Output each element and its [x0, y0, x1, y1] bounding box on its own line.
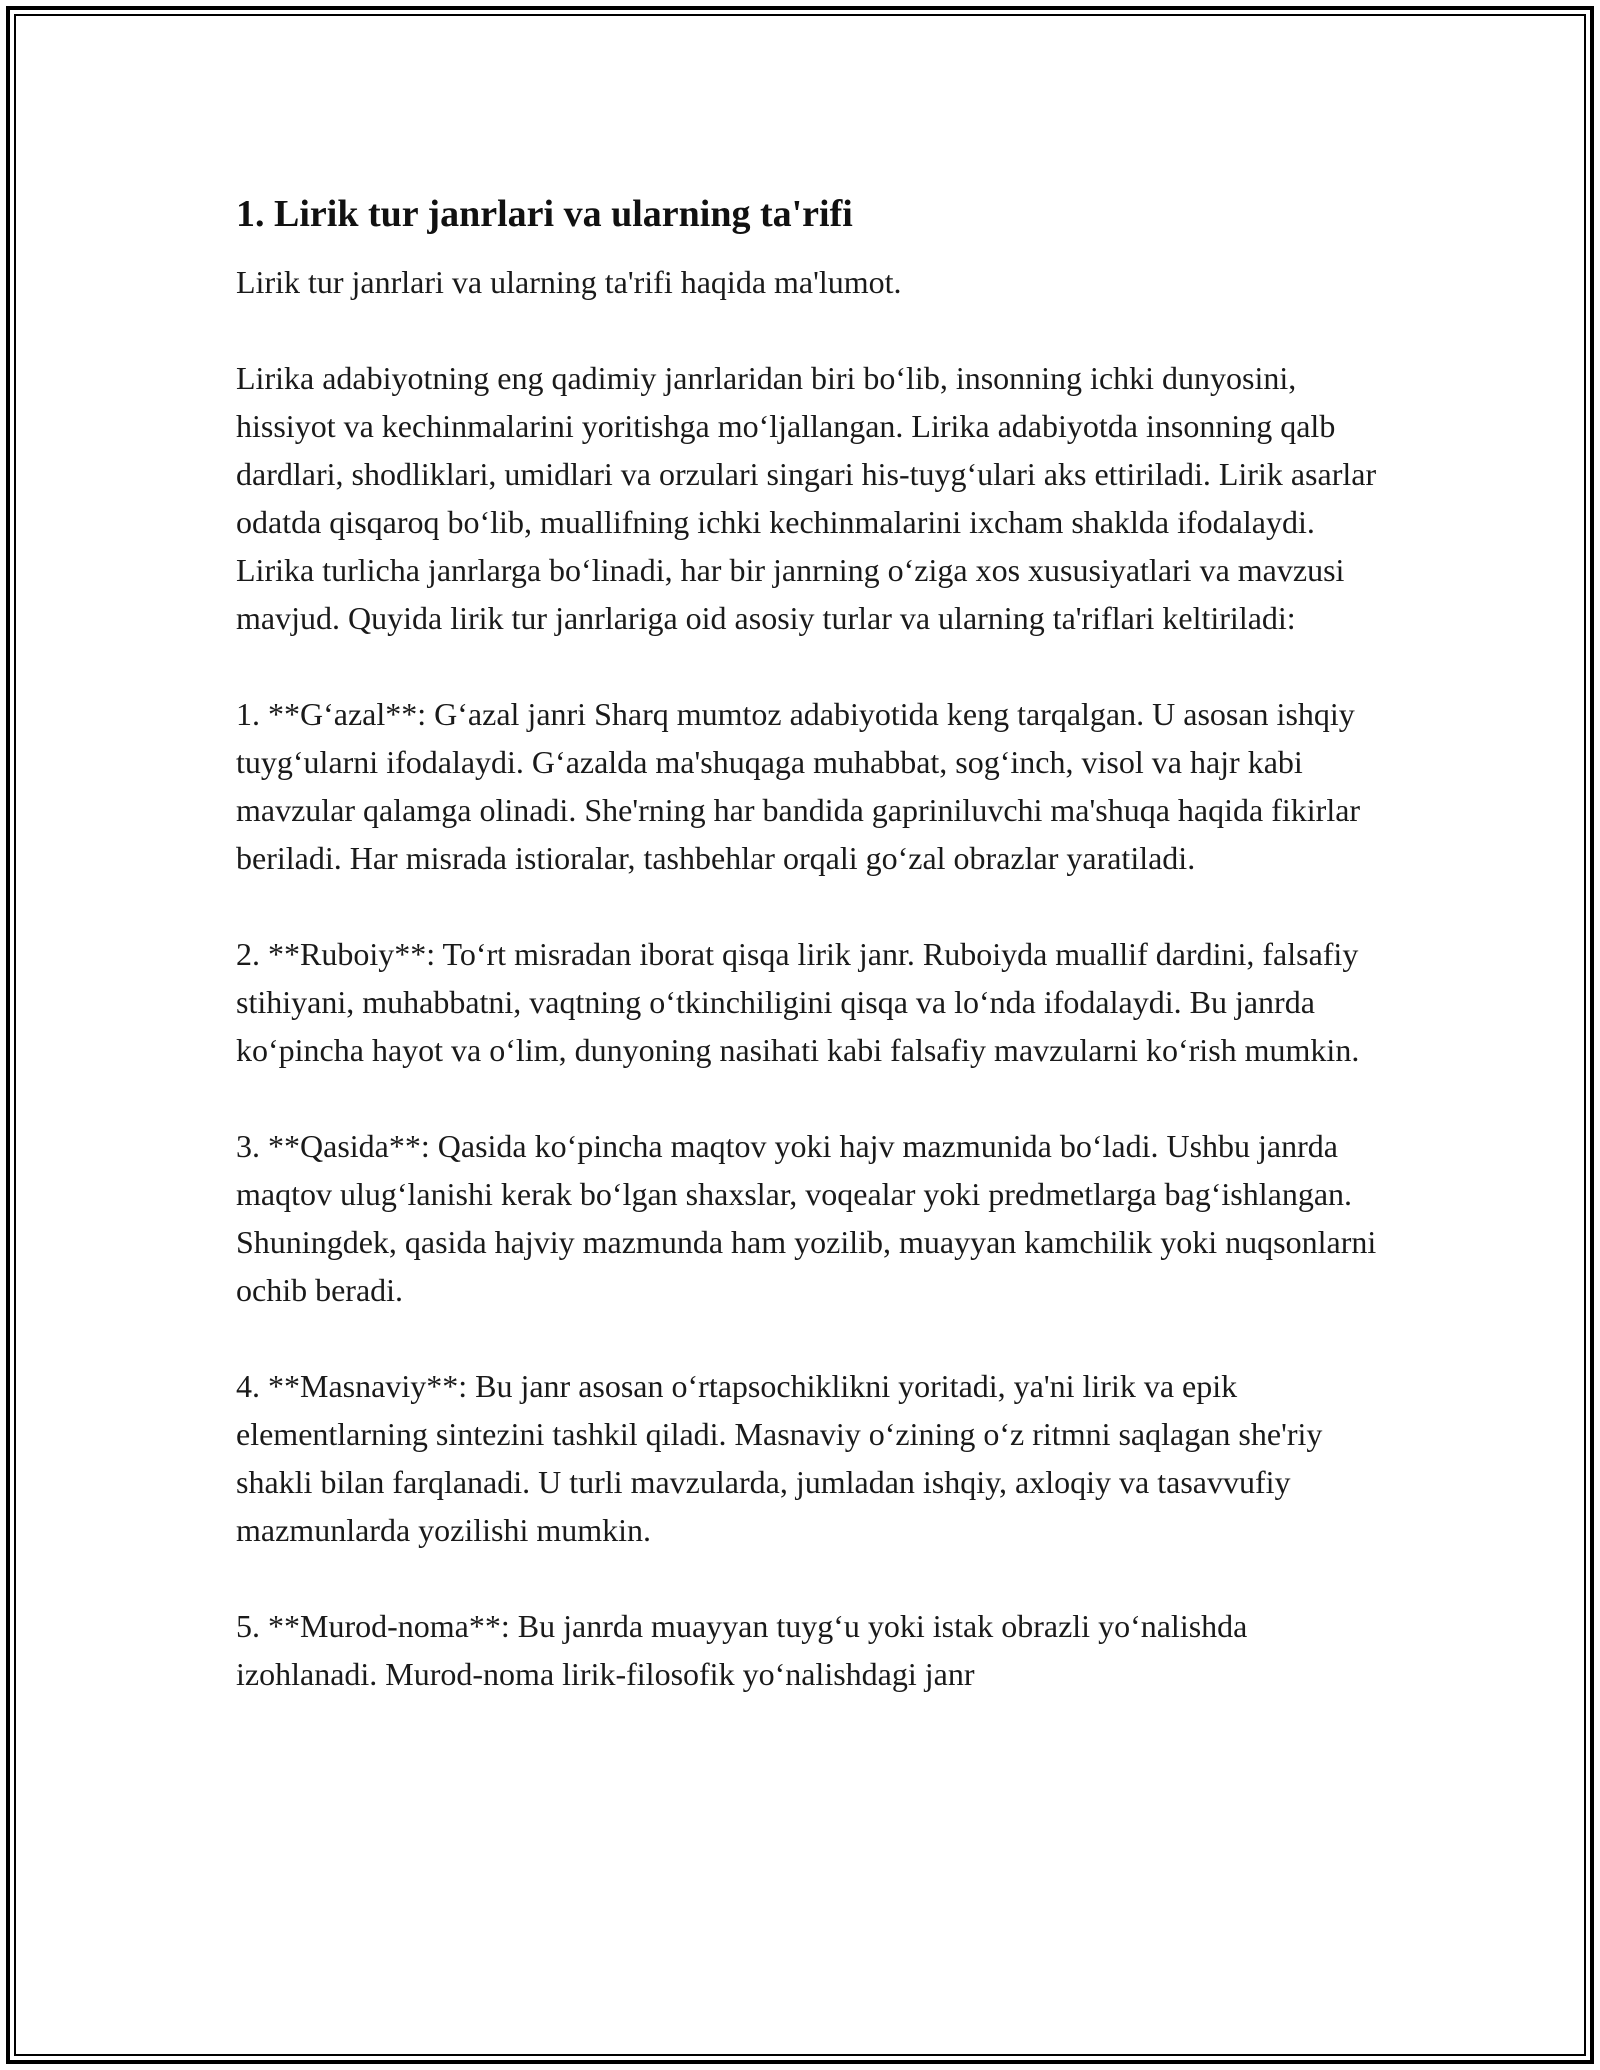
- lyric-overview-paragraph: Lirika adabiyotning eng qadimiy janrlaridan biri bo‘lib, insonning ichki dunyosini, hissiyot va kechinmalarini yoritishga mo‘ljallangan. Lirika adabiyotda insonning qalb dardlari, shodliklari, umidlari va orzulari singari his-tuyg‘ulari aks ettiriladi. Lirik asarlar odatda qisqaroq bo‘lib, muallifning ichki kechinmalarini ixcham shaklda ifodalaydi. Lirika turlicha janrlarga bo‘linadi, har bir janrning o‘ziga xos xususiyatlari va mavzusi mavjud. Quyida lirik tur janrlariga oid asosiy turlar va ularning ta'riflari keltiriladi:: [236, 360, 1377, 636]
- document-body: [236, 184, 1396, 1746]
- page-title: 1. Lirik tur janrlari va ularning ta'rifi: [236, 193, 853, 235]
- intro-paragraph: Lirik tur janrlari va ularning ta'rifi haqida ma'lumot.: [236, 264, 902, 300]
- genre-item-masnaviy: 4. **Masnaviy**: Bu janr asosan o‘rtapsochiklikni yoritadi, ya'ni lirik va epik elementlarning sintezini tashkil qiladi. Masnaviy o‘zining o‘z ritmni saqlagan she'riy shakli bilan farqlanadi. U turli mavzularda, jumladan ishqiy, axloqiy va tasavvufiy mazmunlarda yozilishi mumkin.: [236, 1368, 1323, 1548]
- genre-item-murod-noma: 5. **Murod-noma**: Bu janrda muayyan tuyg‘u yoki istak obrazli yo‘nalishda izohlanadi. Murod-noma lirik-filosofik yo‘nalishdagi janr: [236, 1608, 1248, 1692]
- genre-item-qasida: 3. **Qasida**: Qasida ko‘pincha maqtov yoki hajv mazmunida bo‘ladi. Ushbu janrda maqtov ulug‘lanishi kerak bo‘lgan shaxslar, voqealar yoki predmetlarga bag‘ishlangan. Shuningdek, qasida hajviy mazmunda ham yozilib, muayyan kamchilik yoki nuqsonlarni ochib beradi.: [236, 1128, 1377, 1308]
- genre-item-ruboiy: 2. **Ruboiy**: To‘rt misradan iborat qisqa lirik janr. Ruboiyda muallif dardini, falsafiy stihiyani, muhabbatni, vaqtning o‘tkinchiligini qisqa va lo‘nda ifodalaydi. Bu janrda ko‘pincha hayot va o‘lim, dunyoning nasihati kabi falsafiy mavzularni ko‘rish mumkin.: [236, 936, 1360, 1068]
- genre-item-gazal: 1. **G‘azal**: G‘azal janri Sharq mumtoz adabiyotida keng tarqalgan. U asosan ishqiy tuyg‘ularni ifodalaydi. G‘azalda ma'shuqaga muhabbat, sog‘inch, visol va hajr kabi mavzular qalamga olinadi. She'rning har bandida gapriniluvchi ma'shuqa haqida fikirlar beriladi. Har misrada istioralar, tashbehlar orqali go‘zal obrazlar yaratiladi.: [236, 696, 1361, 876]
